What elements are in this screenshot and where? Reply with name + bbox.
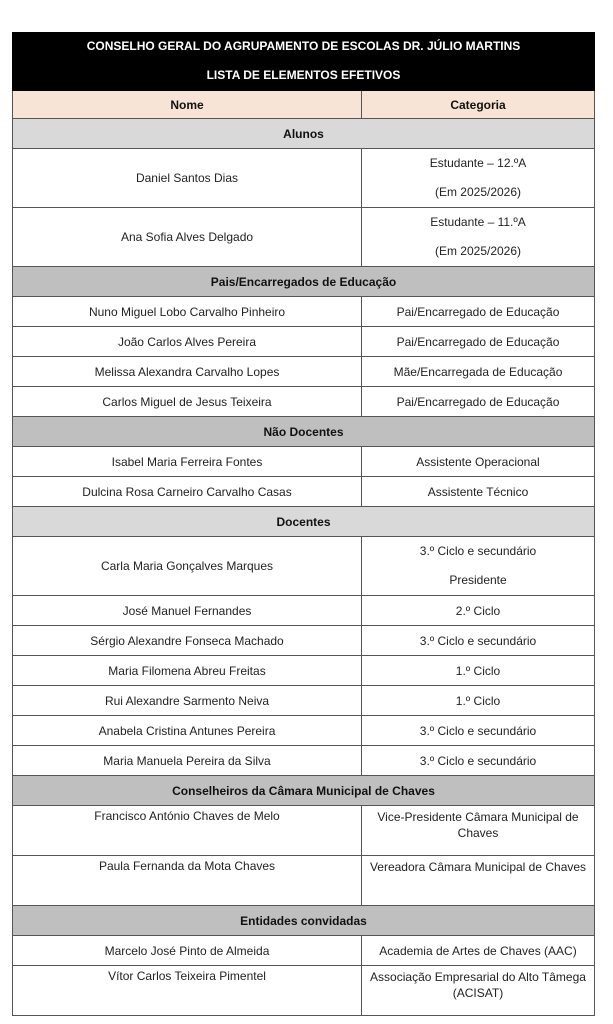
table-row [13,626,595,656]
member-name: Vítor Carlos Teixeira Pimentel [13,966,362,1016]
member-name: Nuno Miguel Lobo Carvalho Pinheiro [13,297,362,327]
table-row [13,856,595,906]
category-line: Estudante – 12.ºA [429,156,527,170]
member-category: Associação Empresarial do Alto Tâmega (ACISAT) [362,966,595,1016]
member-name: João Carlos Alves Pereira [13,327,362,357]
table-row [13,447,595,477]
member-name: Sérgio Alexandre Fonseca Machado [13,626,362,656]
section-title: Entidades convidadas [13,906,595,936]
table-row [13,686,595,716]
member-name: Ana Sofia Alves Delgado [13,208,362,267]
document-subtitle: LISTA DE ELEMENTOS EFETIVOS [13,60,595,91]
section-title: Não Docentes [13,417,595,447]
section-header-camara [13,776,595,806]
table-row [13,297,595,327]
table-row [13,477,595,507]
table-row [13,656,595,686]
table-row [13,806,595,856]
section-title: Conselheiros da Câmara Municipal de Chaves [13,776,595,806]
column-header-name: Nome [13,91,362,119]
column-header-category: Categoria [362,91,595,119]
member-category: Vice-Presidente Câmara Municipal de Chaves [362,806,595,856]
table-row [13,716,595,746]
member-name: Melissa Alexandra Carvalho Lopes [13,357,362,387]
member-name: Maria Manuela Pereira da Silva [13,746,362,776]
section-title: Docentes [13,507,595,537]
column-header-row [13,91,595,119]
table-row [13,966,595,1016]
member-name: Paula Fernanda da Mota Chaves [13,856,362,906]
section-header-pais [13,267,595,297]
member-name: Francisco António Chaves de Melo [13,806,362,856]
table-row [13,596,595,626]
document-title: CONSELHO GERAL DO AGRUPAMENTO DE ESCOLAS DR. JÚLIO MARTINS [13,33,595,60]
member-name: Daniel Santos Dias [13,149,362,208]
member-name: Anabela Cristina Antunes Pereira [13,716,362,746]
member-category: Mãe/Encarregada de Educação [362,357,595,387]
table-row [13,387,595,417]
section-header-alunos [13,119,595,149]
subtitle-row [13,60,595,91]
member-category [362,149,595,208]
members-document [12,32,594,1016]
section-header-nao-docentes [13,417,595,447]
category-line: 3.º Ciclo e secundário [419,544,537,558]
member-category: 1.º Ciclo [362,656,595,686]
member-category: Pai/Encarregado de Educação [362,297,595,327]
table-row [13,149,595,208]
member-category: 2.º Ciclo [362,596,595,626]
member-name: Carlos Miguel de Jesus Teixeira [13,387,362,417]
section-header-docentes [13,507,595,537]
member-category: Vereadora Câmara Municipal de Chaves [362,856,595,906]
category-line: (Em 2025/2026) [434,185,522,199]
member-name: Carla Maria Gonçalves Marques [13,537,362,596]
member-category: 3.º Ciclo e secundário [362,626,595,656]
table-row [13,208,595,267]
table-row [13,357,595,387]
member-category: Pai/Encarregado de Educação [362,387,595,417]
member-name: Marcelo José Pinto de Almeida [13,936,362,966]
member-category: Assistente Operacional [362,447,595,477]
table-row [13,327,595,357]
member-category [362,537,595,596]
member-category: Assistente Técnico [362,477,595,507]
table-row [13,936,595,966]
member-category: 3.º Ciclo e secundário [362,746,595,776]
member-name: José Manuel Fernandes [13,596,362,626]
members-table [12,32,595,1016]
member-name: Maria Filomena Abreu Freitas [13,656,362,686]
section-title: Alunos [13,119,595,149]
category-line: Estudante – 11.ºA [430,215,526,229]
table-row [13,537,595,596]
member-category [362,208,595,267]
table-row [13,746,595,776]
section-header-convidadas [13,906,595,936]
category-line: (Em 2025/2026) [434,244,522,258]
category-line: Presidente [449,573,507,587]
member-category: Academia de Artes de Chaves (AAC) [362,936,595,966]
member-name: Isabel Maria Ferreira Fontes [13,447,362,477]
member-category: 1.º Ciclo [362,686,595,716]
member-name: Dulcina Rosa Carneiro Carvalho Casas [13,477,362,507]
member-category: 3.º Ciclo e secundário [362,716,595,746]
member-category: Pai/Encarregado de Educação [362,327,595,357]
section-title: Pais/Encarregados de Educação [13,267,595,297]
member-name: Rui Alexandre Sarmento Neiva [13,686,362,716]
title-row [13,33,595,60]
